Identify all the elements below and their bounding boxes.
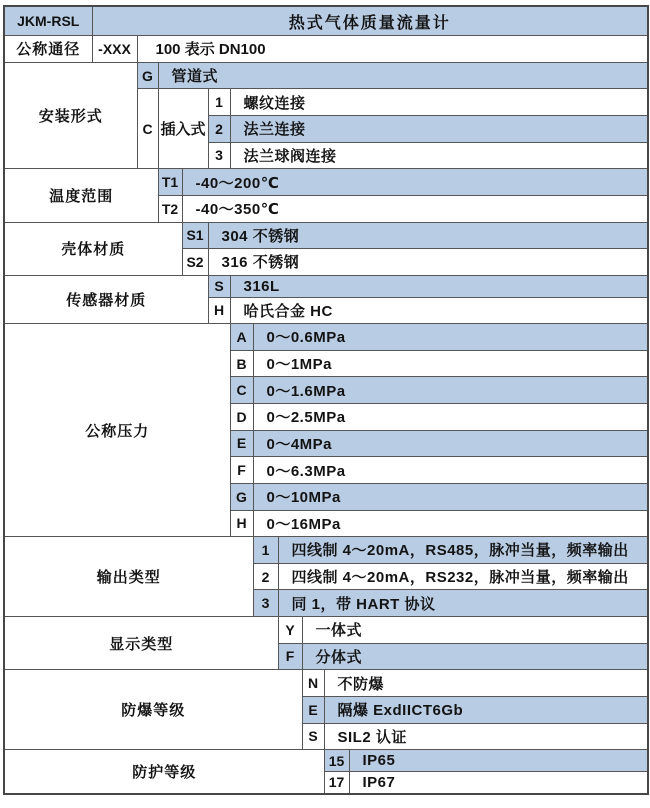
option-code-cell: A <box>230 324 253 351</box>
option-code-cell: S <box>208 275 230 297</box>
option-value-cell: 哈氏合金 HC <box>230 297 648 324</box>
model-code-cell: JKM-RSL <box>4 6 92 36</box>
explosion-label-cell: 防爆等级 <box>4 670 302 750</box>
display-label-cell: 显示类型 <box>4 617 278 670</box>
option-value-cell: 0～1MPa <box>253 350 648 377</box>
option-code-cell: 2 <box>208 116 230 143</box>
sensor-row-1 <box>4 275 648 297</box>
dn-row <box>4 36 648 63</box>
option-value-cell: 一体式 <box>302 617 648 644</box>
option-code-cell: E <box>230 430 253 457</box>
option-code-cell: S1 <box>182 222 208 249</box>
option-value-cell: 分体式 <box>302 643 648 670</box>
product-name-cell: 热式气体质量流量计 <box>92 6 648 36</box>
output-label-cell: 输出类型 <box>4 537 253 617</box>
option-code-cell: E <box>302 696 324 723</box>
option-value-cell: 304 不锈钢 <box>208 222 648 249</box>
option-code-cell: F <box>230 457 253 484</box>
option-value-cell: -40～200℃ <box>182 169 648 196</box>
option-value-cell: 法兰球阀连接 <box>230 142 648 169</box>
option-value-cell: 0～6.3MPa <box>253 457 648 484</box>
ordering-spec-table <box>3 5 649 795</box>
header-row <box>4 6 648 36</box>
option-code-cell: Y <box>278 617 302 644</box>
option-value-cell: 0～2.5MPa <box>253 404 648 431</box>
option-value-cell: 螺纹连接 <box>230 89 648 116</box>
option-value-cell: IP67 <box>349 771 648 794</box>
option-code-cell: H <box>208 297 230 324</box>
option-code-cell: H <box>230 510 253 537</box>
option-code-cell: G <box>230 483 253 510</box>
temp-row-1 <box>4 169 648 196</box>
temp-label-cell: 温度范围 <box>4 169 158 222</box>
option-code-cell: 17 <box>324 771 349 794</box>
housing-row-1 <box>4 222 648 249</box>
sensor-label-cell: 传感器材质 <box>4 275 208 323</box>
option-value-cell: -40～350℃ <box>182 195 648 222</box>
install-label-cell: 安装形式 <box>4 62 137 169</box>
option-code-cell: 2 <box>253 563 278 590</box>
option-value-cell: 0～0.6MPa <box>253 324 648 351</box>
output-row-1 <box>4 537 648 564</box>
option-value-cell: 316L <box>230 275 648 297</box>
option-code-cell: S <box>302 723 324 750</box>
option-code-cell: 1 <box>208 89 230 116</box>
option-code-cell: 15 <box>324 750 349 772</box>
dn-code-cell: -XXX <box>92 36 137 63</box>
option-code-cell: G <box>137 62 158 89</box>
option-value-cell: 四线制 4～20mA，RS485，脉冲当量，频率输出 <box>278 537 648 564</box>
option-value-cell: 316 不锈钢 <box>208 249 648 276</box>
option-code-cell: T1 <box>158 169 182 196</box>
option-value-cell: 0～4MPa <box>253 430 648 457</box>
protection-label-cell: 防护等级 <box>4 750 324 794</box>
option-code-cell: S2 <box>182 249 208 276</box>
option-value-cell: 0～10MPa <box>253 483 648 510</box>
display-row-1 <box>4 617 648 644</box>
option-code-cell: N <box>302 670 324 697</box>
option-code-cell: 1 <box>253 537 278 564</box>
insert-code-cell: C <box>137 89 158 169</box>
option-code-cell: B <box>230 350 253 377</box>
option-value-cell: 0～16MPa <box>253 510 648 537</box>
install-row-pipe <box>4 62 648 89</box>
pressure-row-1 <box>4 324 648 351</box>
protection-row-1 <box>4 750 648 772</box>
option-code-cell: C <box>230 377 253 404</box>
pressure-label-cell: 公称压力 <box>4 324 230 537</box>
dn-desc-cell: 100 表示 DN100 <box>137 36 648 63</box>
housing-label-cell: 壳体材质 <box>4 222 182 275</box>
option-value-cell: 法兰连接 <box>230 116 648 143</box>
option-value-cell: 四线制 4～20mA，RS232，脉冲当量，频率输出 <box>278 563 648 590</box>
option-value-cell: 0～1.6MPa <box>253 377 648 404</box>
dn-label-cell: 公称通径 <box>4 36 92 63</box>
option-code-cell: 3 <box>208 142 230 169</box>
insert-label-cell: 插入式 <box>158 89 208 169</box>
option-value-cell: SIL2 认证 <box>324 723 648 750</box>
option-value-cell: 隔爆 ExdIICT6Gb <box>324 696 648 723</box>
explosion-row-1 <box>4 670 648 697</box>
option-code-cell: F <box>278 643 302 670</box>
option-value-cell: 管道式 <box>158 62 648 89</box>
option-code-cell: D <box>230 404 253 431</box>
option-value-cell: 同 1，带 HART 协议 <box>278 590 648 617</box>
option-code-cell: T2 <box>158 195 182 222</box>
option-value-cell: 不防爆 <box>324 670 648 697</box>
option-code-cell: 3 <box>253 590 278 617</box>
option-value-cell: IP65 <box>349 750 648 772</box>
